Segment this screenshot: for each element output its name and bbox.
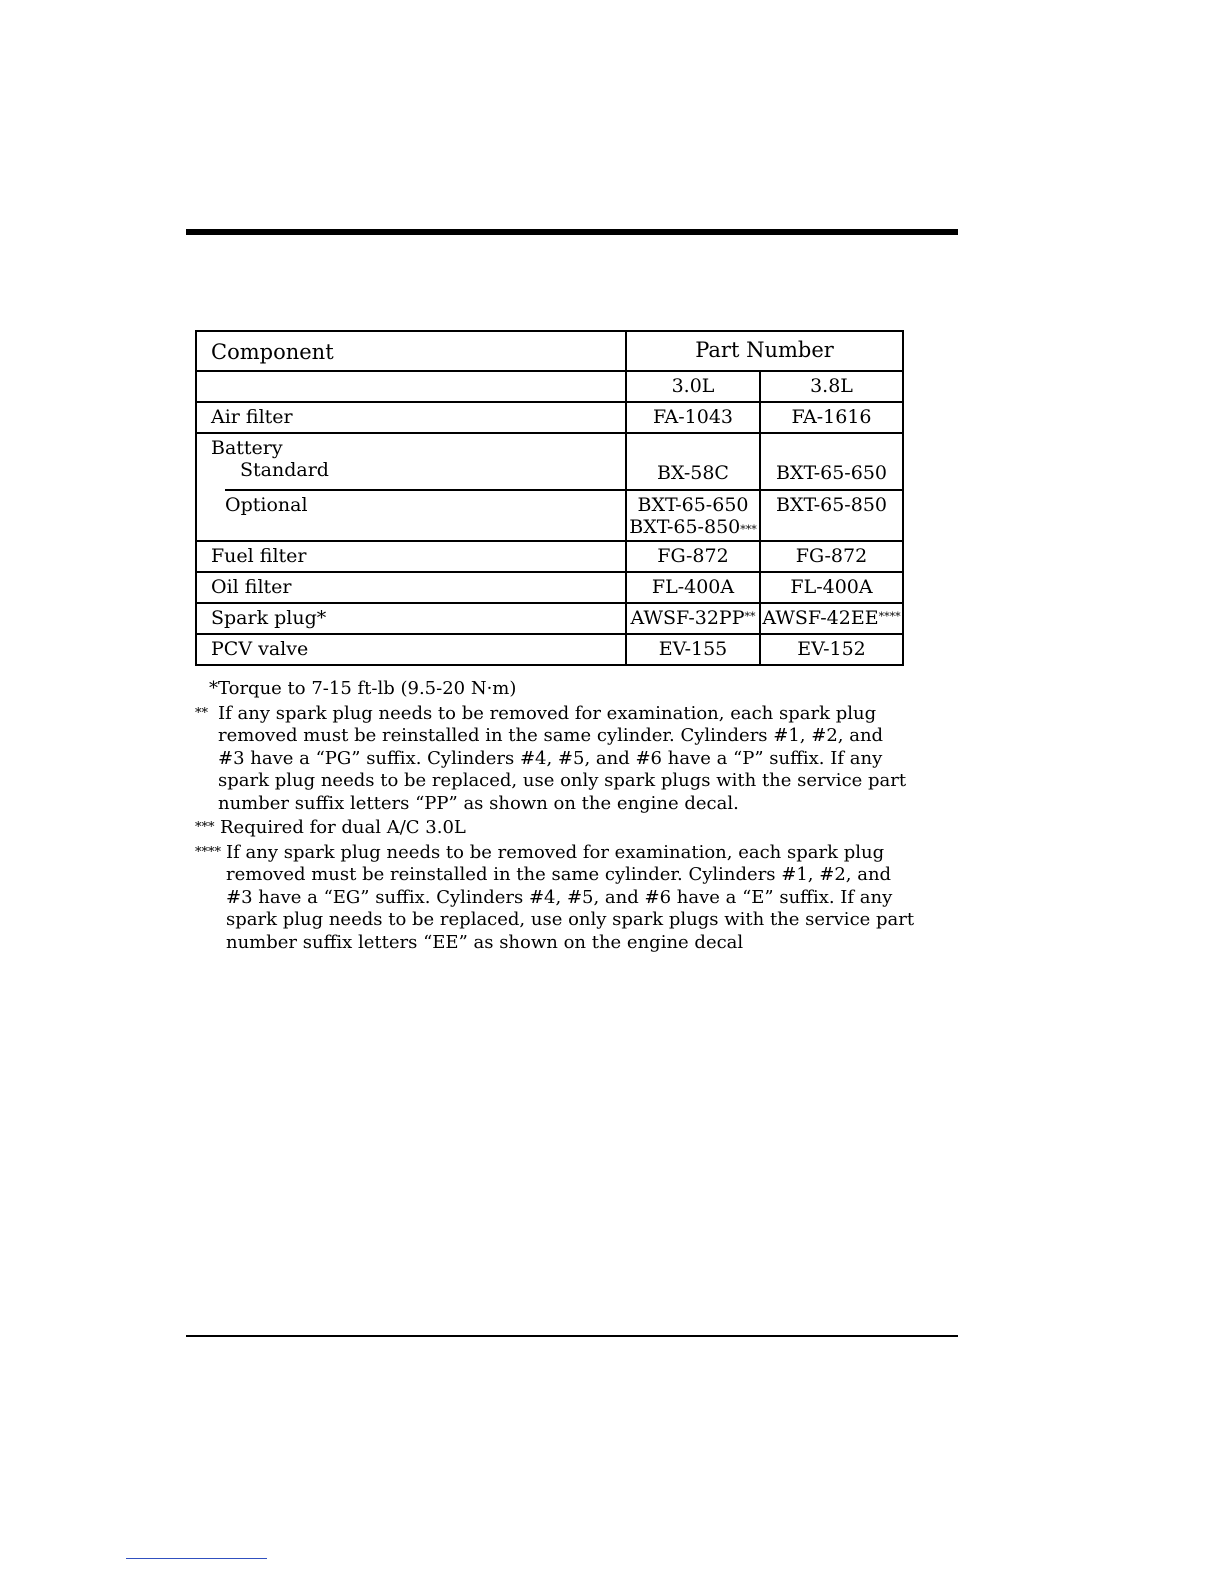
empty-header-cell: [196, 371, 626, 402]
footnotes: [195, 678, 915, 956]
value-3-8: EV-152: [760, 634, 903, 665]
table-row: [196, 634, 903, 665]
row-name: PCV valve: [196, 634, 626, 665]
component-header: Component: [196, 331, 626, 371]
value-3-0: BX-58C: [657, 462, 729, 484]
row-name: Air filter: [196, 402, 626, 433]
row-subname: Optional: [225, 494, 308, 516]
battery-top: [197, 434, 625, 489]
value-3-8: BXT-65-650: [776, 462, 887, 484]
value-3-0: EV-155: [626, 634, 760, 665]
value-3-8: FA-1616: [760, 402, 903, 433]
table-header-row: [196, 331, 903, 371]
value-text: AWSF-32PP: [630, 607, 745, 629]
table-row: [196, 541, 903, 572]
table-row: [196, 572, 903, 603]
footnote-mark: **: [744, 610, 756, 623]
engine-3-0-header: 3.0L: [626, 371, 760, 402]
value-3-8: FL-400A: [760, 572, 903, 603]
footnote-text: If any spark plug needs to be removed for examination, each spark plug removed must be reinstalled in the same cylinder. Cylinders #1, #2, and #3 have a “PG” suffix. Cylinders #4, #5, and #6 have a “P” suffix. If any spark plug needs to be replaced, use only spark plugs with the service part number suffix letters “PP” as shown on the engine decal.: [218, 702, 907, 814]
footnote-spark-3-0: [195, 703, 915, 816]
footnote-mark: ***: [740, 523, 757, 536]
footnote-mark: ****: [878, 610, 901, 623]
bottom-rule: [186, 1335, 958, 1337]
battery-optional: [225, 489, 625, 540]
battery-name-cell: [196, 433, 626, 541]
part-number-header: Part Number: [626, 331, 903, 371]
parts-table: [195, 330, 904, 666]
footnote-mark: ****: [195, 844, 221, 860]
engine-header-row: [196, 371, 903, 402]
footnote-spark-3-8: [195, 842, 915, 955]
footnote-mark: ***: [195, 820, 215, 835]
value-3-0: FG-872: [626, 541, 760, 572]
battery-3-8-cell: [760, 433, 903, 541]
footnote-text: Required for dual A/C 3.0L: [220, 817, 466, 838]
value-3-0: [626, 603, 760, 634]
value-3-0: FL-400A: [626, 572, 760, 603]
table-row: [196, 603, 903, 634]
row-subname: Standard: [240, 459, 329, 481]
row-name: Battery: [211, 437, 283, 459]
row-name: Spark plug*: [196, 603, 626, 634]
value-3-8: FG-872: [760, 541, 903, 572]
footnote-mark: **: [195, 705, 208, 721]
value-3-0: FA-1043: [626, 402, 760, 433]
table-row: [196, 402, 903, 433]
value-line: BXT-65-850: [629, 516, 741, 538]
value-line: BXT-65-650: [637, 494, 749, 516]
footnote-text: If any spark plug needs to be removed for examination, each spark plug removed must be reinstalled in the same cylinder. Cylinders #1, #2, and #3 have a “EG” suffix. Cylinders #4, #5, and #6 have a “E” suffix. If any spark plug needs to be replaced, use only spark plugs with the service part number suffix letters “EE” as shown on the engine decal: [226, 841, 915, 953]
link-underline: [126, 1558, 267, 1559]
table-row-battery: [196, 433, 903, 541]
row-name: Oil filter: [196, 572, 626, 603]
footnote-dual-ac: [195, 817, 915, 840]
footnote-torque: *Torque to 7-15 ft-lb (9.5-20 N·m): [209, 678, 517, 699]
row-name: Fuel filter: [196, 541, 626, 572]
value-3-8-optional: BXT-65-850: [761, 489, 902, 540]
value-3-8: [760, 603, 903, 634]
value-text: AWSF-42EE: [762, 607, 879, 629]
top-rule: [186, 229, 958, 235]
battery-3-0-cell: [626, 433, 760, 541]
value-3-0-optional: [627, 489, 759, 540]
engine-3-8-header: 3.8L: [760, 371, 903, 402]
